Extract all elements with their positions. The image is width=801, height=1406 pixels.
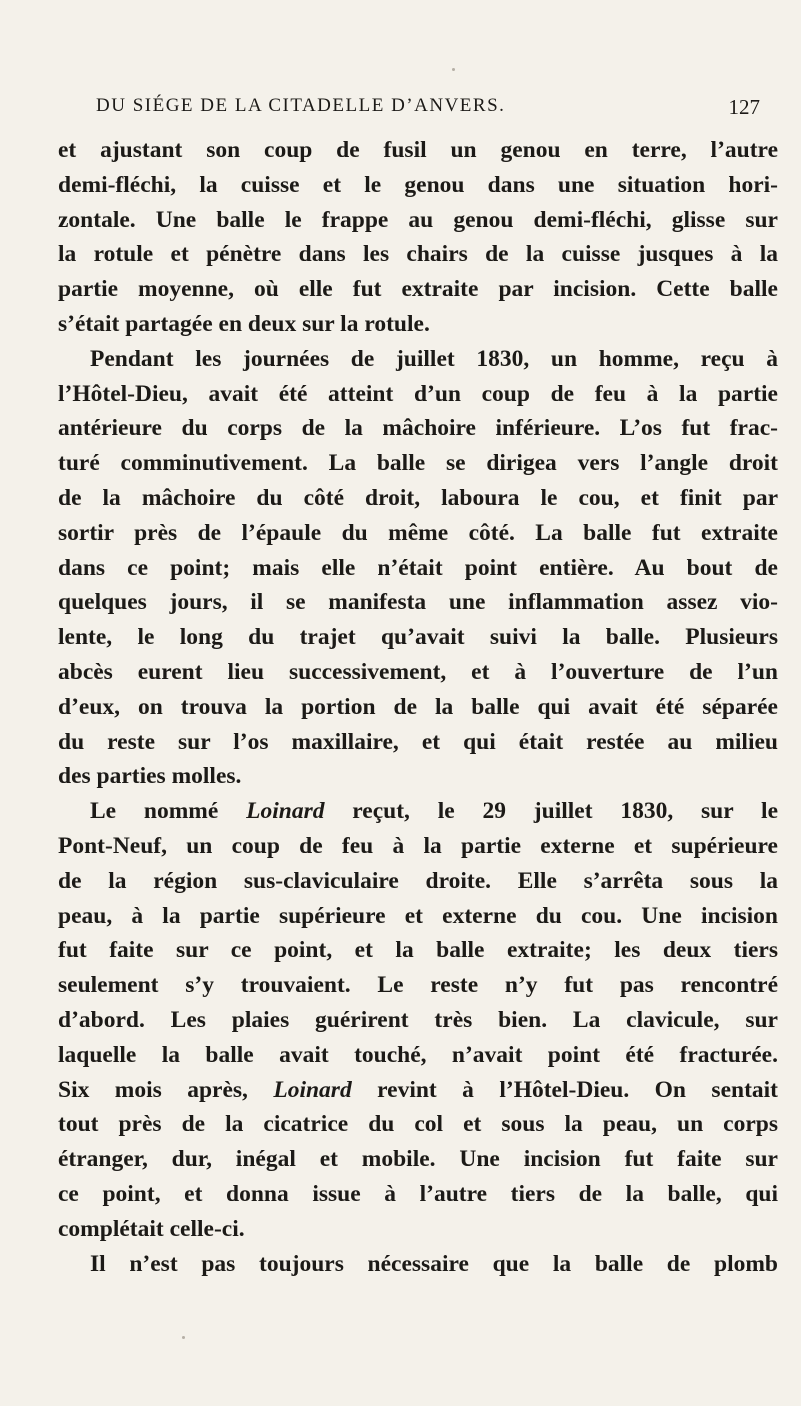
body-text (58, 133, 778, 1281)
paragraph-start-line (58, 794, 778, 829)
person-name: Loinard (246, 798, 325, 825)
text-line: de la région sus-claviculaire droite. Elle s’arrêta sous la (58, 867, 778, 894)
paragraph-start-line: Il n’est pas toujours nécessaire que la balle de plomb (90, 1250, 778, 1277)
text-line: tout près de la cicatrice du col et sous la peau, un corps (58, 1111, 778, 1138)
text-segment: revint à l’Hôtel-Dieu. On sentait (351, 1076, 778, 1103)
text-line: seulement s’y trouvaient. Le reste n’y fut pas rencontré (58, 972, 778, 999)
page-number: 127 (728, 95, 760, 119)
text-line: la rotule et pénètre dans les chairs de la cuisse jusques à la (58, 241, 778, 268)
text-line: dans ce point; mais elle n’était point entière. Au bout de (58, 554, 778, 581)
text-line: d’abord. Les plaies guérirent très bien. La clavicule, sur (58, 1006, 778, 1033)
text-line: quelques jours, il se manifesta une inflammation assez vio- (58, 589, 778, 616)
text-line: zontale. Une balle le frappe au genou demi-fléchi, glisse sur (58, 206, 778, 233)
paragraph-start-line: Pendant les journées de juillet 1830, un homme, reçu à (90, 345, 778, 372)
text-line: ce point, et donna issue à l’autre tiers de la balle, qui (58, 1180, 778, 1207)
text-segment: reçut, le 29 juillet 1830, sur le (324, 798, 779, 825)
text-line: l’Hôtel-Dieu, avait été atteint d’un coup de feu à la partie (58, 380, 778, 407)
text-line: partie moyenne, où elle fut extraite par incision. Cette balle (58, 276, 778, 303)
text-line: antérieure du corps de la mâchoire inférieure. L’os fut frac- (58, 415, 778, 442)
text-line: turé comminutivement. La balle se dirigea vers l’angle droit (58, 450, 778, 477)
text-line: lente, le long du trajet qu’avait suivi la balle. Plusieurs (58, 624, 778, 651)
text-line: et ajustant son coup de fusil un genou en terre, l’autre (58, 137, 778, 163)
person-name: Loinard (273, 1076, 352, 1103)
text-line: laquelle la balle avait touché, n’avait point été fracturée. (58, 1041, 778, 1068)
page-header (60, 85, 760, 125)
paper-speck (182, 1336, 185, 1339)
text-line: de la mâchoire du côté droit, laboura le cou, et finit par (58, 484, 778, 511)
text-segment: Le nommé (90, 798, 247, 825)
paper-speck (452, 68, 455, 71)
text-line: sortir près de l’épaule du même côté. La balle fut extraite (58, 519, 778, 546)
text-line: peau, à la partie supérieure et externe du cou. Une incision (58, 902, 778, 929)
text-line: demi-fléchi, la cuisse et le genou dans une situation hori- (58, 171, 778, 198)
text-line: s’était partagée en deux sur la rotule. (58, 310, 430, 337)
text-line: du reste sur l’os maxillaire, et qui était restée au milieu (58, 728, 778, 755)
text-line: d’eux, on trouva la portion de la balle qui avait été séparée (58, 693, 778, 720)
text-line: abcès eurent lieu successivement, et à l’ouverture de l’un (58, 658, 778, 685)
text-line: fut faite sur ce point, et la balle extraite; les deux tiers (58, 937, 778, 964)
running-title: DU SIÉGE DE LA CITADELLE D’ANVERS. (96, 95, 506, 116)
text-line: complétait celle-ci. (58, 1215, 245, 1242)
text-line: Pont-Neuf, un coup de feu à la partie externe et supérieure (58, 832, 778, 859)
text-line: des parties molles. (58, 763, 242, 790)
text-line (58, 1073, 778, 1108)
text-line: étranger, dur, inégal et mobile. Une incision fut faite sur (58, 1146, 778, 1173)
text-segment: Six mois après, (58, 1076, 274, 1103)
